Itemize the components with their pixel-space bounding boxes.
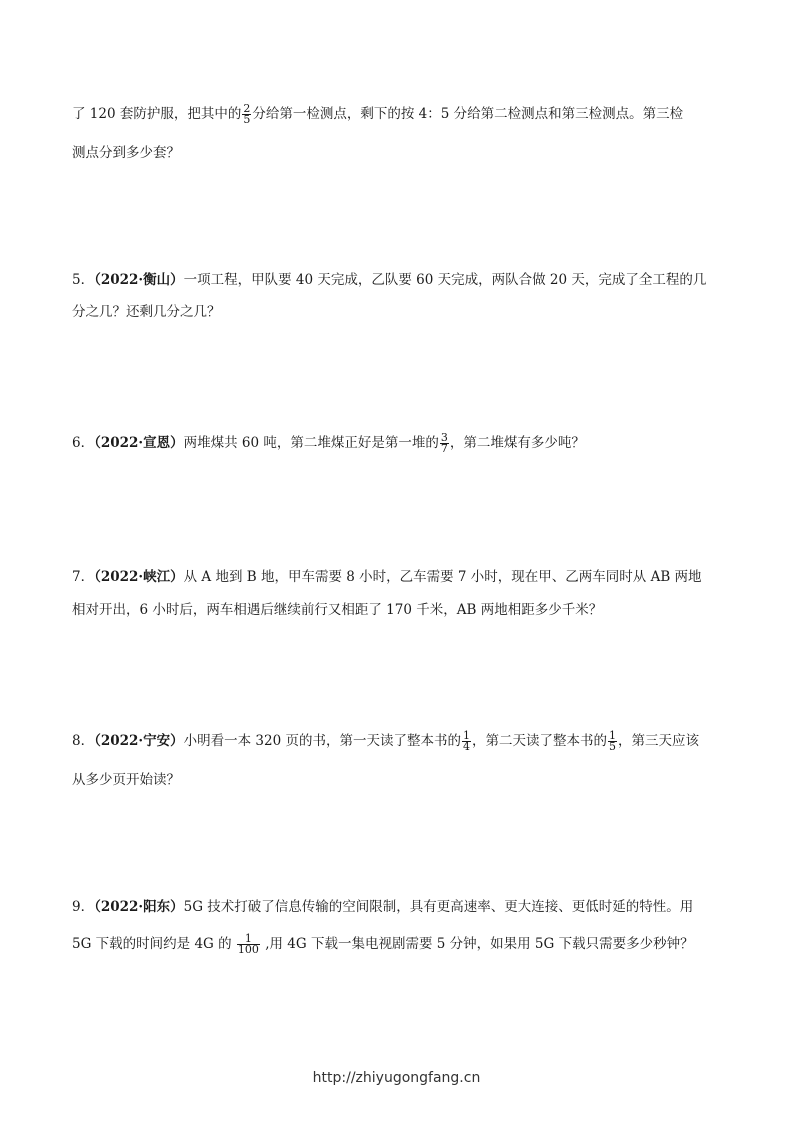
q5-line-2 (72, 302, 221, 322)
q8-text-a: 小明看一本 320 页的书，第一天读了整本书的 (183, 733, 461, 749)
q6-text-b: ，第二堆煤有多少吨？ (449, 435, 585, 451)
q6-line-1 (72, 433, 585, 454)
q7-text-b: 相对开出，6 小时后，两车相遇后继续前行又相距了 170 千米，AB 两地相距多少千米？ (72, 602, 603, 618)
q4-fraction: $\frac{2}{5}$ (243, 102, 251, 126)
q8-number: 8． (72, 733, 95, 749)
q4-line-2 (72, 143, 180, 163)
q9-number: 9． (72, 899, 95, 915)
q5-text-b: 分之几？还剩几分之几？ (72, 304, 221, 320)
q5-number: 5． (72, 272, 95, 288)
q8-fraction-1: $\frac{1}{4}$ (462, 729, 470, 753)
q8-source: （2022·宁安） (94, 733, 184, 749)
q6-source: （2022·宣恩） (94, 435, 184, 451)
q7-number: 7． (72, 569, 95, 585)
q9-text-a: 5G 技术打破了信息传输的空间限制，具有更高速率、更大连接、更低时延的特性。用 (183, 899, 694, 915)
q5-line-1 (72, 270, 706, 290)
q4-text-b: 分给第一检测点，剩下的按 4：5 分给第二检测点和第三检测点。第三检 (252, 106, 684, 122)
q7-line-2 (72, 600, 602, 620)
q6-text-a: 两堆煤共 60 吨，第二堆煤正好是第一堆的 (183, 435, 439, 451)
footer-url: http://zhiyugongfang.cn (312, 1070, 481, 1086)
q8-text-c: ，第三天应该 (617, 733, 699, 749)
q9-text-b: 5G 下载的时间约是 4G 的 (72, 936, 236, 952)
q8-line-2 (72, 770, 180, 790)
q8-text-d: 从多少页开始读？ (72, 772, 180, 788)
q4-text-c: 测点分到多少套？ (72, 145, 180, 161)
q8-text-b: ，第二天读了整本书的 (471, 733, 607, 749)
q8-line-1 (72, 731, 699, 752)
q5-source: （2022·衡山） (94, 272, 184, 288)
q6-fraction: $\frac{3}{7}$ (440, 431, 448, 455)
q5-text-a: 一项工程，甲队要 40 天完成，乙队要 60 天完成，两队合做 20 天，完成了全工程的几 (183, 272, 707, 288)
q9-fraction: $\frac{1}{100}$ (237, 932, 259, 956)
q6-number: 6． (72, 435, 95, 451)
q4-text-a: 了 120 套防护服，把其中的 (72, 106, 242, 122)
q7-source: （2022·峡江） (94, 569, 184, 585)
q8-fraction-2: $\frac{1}{5}$ (608, 729, 616, 753)
q9-line-2 (72, 934, 694, 955)
q9-text-c: ,用 4G 下载一集电视剧需要 5 分钟，如果用 5G 下载只需要多少秒钟？ (260, 936, 694, 952)
q7-line-1 (72, 567, 702, 587)
q9-line-1 (72, 897, 693, 917)
q4-line-1 (72, 104, 683, 125)
q9-source: （2022·阳东） (94, 899, 184, 915)
q7-text-a: 从 A 地到 B 地，甲车需要 8 小时，乙车需要 7 小时，现在甲、乙两车同时从 AB 两地 (183, 569, 702, 585)
